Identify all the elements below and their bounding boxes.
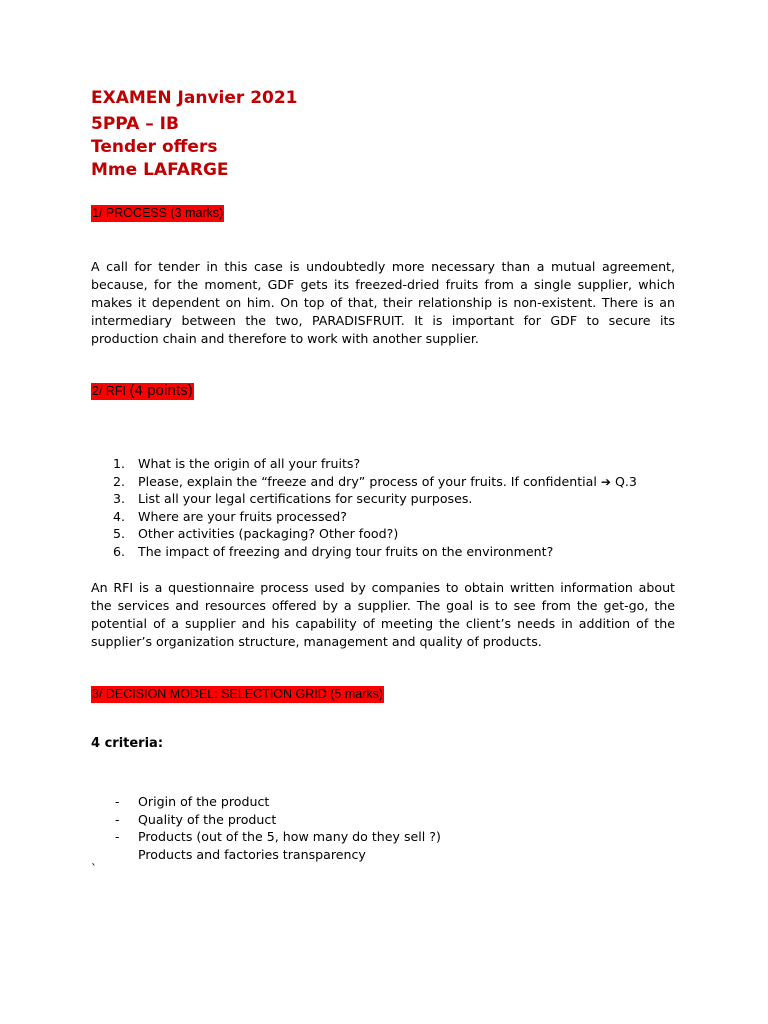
question-text: Where are your fruits processed?	[138, 508, 347, 524]
stray-backtick: `	[91, 862, 97, 876]
criteria-text: Products (out of the 5, how many do they sell ?)	[138, 829, 441, 845]
rfi-question	[91, 543, 675, 561]
bullet-dash: -	[115, 794, 120, 809]
teacher-name: Mme LAFARGE	[91, 160, 229, 180]
section2-heading-points: (4 points)	[129, 383, 193, 399]
question-number: 3.	[113, 491, 126, 507]
question-number: 1.	[113, 456, 126, 471]
question-number: 2.	[113, 473, 126, 489]
subject-title: Tender offers	[91, 137, 218, 157]
section2-paragraph: An RFI is a questionnaire process used by companies to obtain written information about the services and resources offered by a supplier. The goal is to see from the get-go, the potential of a supplier and his capability of meeting the client’s needs in addition of the supplier’s organization structure, management and quality of products.	[91, 580, 675, 649]
question-text: List all your legal certifications for security purposes.	[138, 491, 473, 507]
rfi-question	[91, 508, 675, 526]
question-text: What is the origin of all your fruits?	[138, 456, 361, 471]
criteria-item	[91, 811, 675, 829]
rfi-question	[91, 525, 675, 543]
class-code: 5PPA – IB	[91, 114, 179, 134]
rfi-question	[91, 490, 675, 508]
section1-heading: 1/ PROCESS (3 marks)	[92, 206, 224, 220]
question-text: The impact of freezing and drying tour fruits on the environment?	[138, 543, 554, 559]
question-reference: Q.3	[610, 473, 637, 489]
section3-heading: 3/ DECISION MODEL: SELECTION GRID (5 marks)	[92, 687, 384, 701]
section1-paragraph: A call for tender in this case is undoubtedly more necessary than a mutual agreement, because, for the moment, GDF gets its freezed-dried fruits from a single supplier, which makes it dependent on him. On top of that, their relationship is non-existent. There is an intermediary between the two, PARADISFRUIT. It is important for GDF to secure its production chain and therefore to work with another supplier.	[91, 259, 675, 346]
rfi-question	[91, 455, 675, 473]
criteria-item	[91, 846, 675, 864]
question-number: 6.	[113, 543, 126, 559]
exam-title: EXAMEN Janvier 2021	[91, 88, 298, 108]
question-number: 5.	[113, 526, 126, 542]
question-number: 4.	[113, 508, 126, 524]
criteria-item	[91, 828, 675, 846]
bullet-dash: -	[115, 811, 120, 827]
criteria-text: Products and factories transparency	[138, 846, 366, 862]
criteria-item	[91, 793, 675, 811]
section2-heading-label: 2/ RFI	[92, 384, 130, 398]
section2-heading	[91, 383, 194, 400]
question-text: Other activities (packaging? Other food?)	[138, 526, 399, 542]
criteria-list	[91, 793, 675, 863]
rfi-question	[91, 473, 675, 491]
criteria-text: Quality of the product	[138, 811, 277, 827]
criteria-subheading: 4 criteria:	[91, 736, 164, 751]
rfi-question-list	[91, 455, 675, 561]
bullet-dash: -	[115, 829, 120, 845]
question-text: Please, explain the “freeze and dry” process of your fruits. If confidential	[138, 473, 601, 489]
criteria-text: Origin of the product	[138, 794, 270, 809]
right-arrow-icon: ➔	[600, 474, 611, 489]
question-text-with-arrow	[138, 473, 637, 492]
